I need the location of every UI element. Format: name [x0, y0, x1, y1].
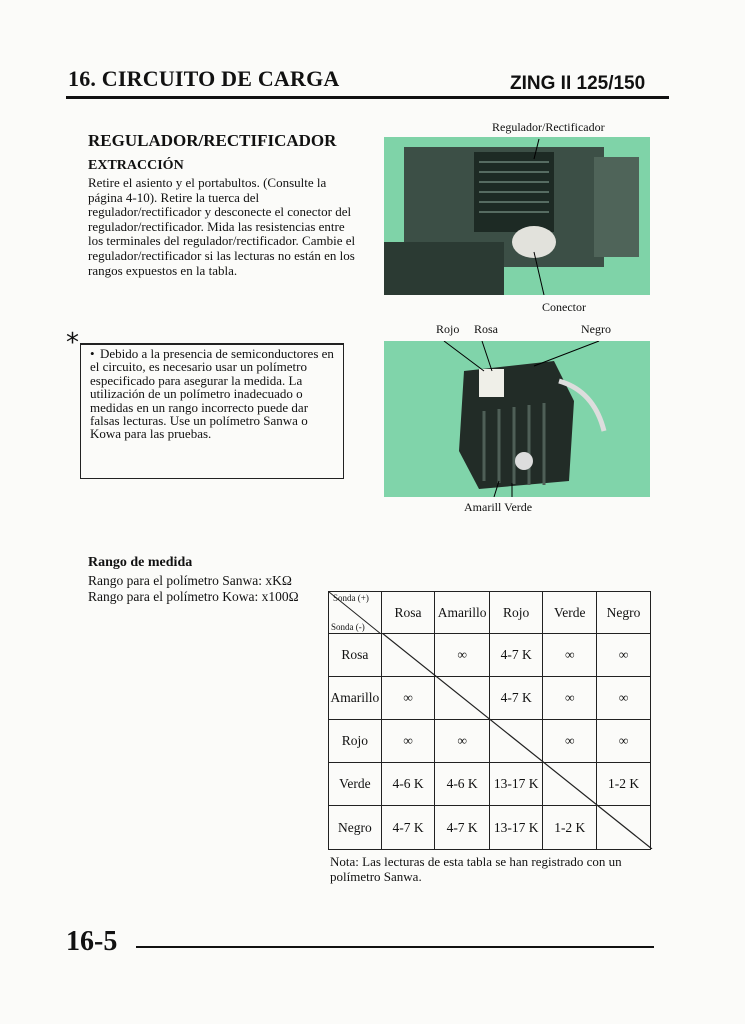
range-kowa: Rango para el polímetro Kowa: x100Ω	[88, 588, 299, 604]
table-cell: 1-2 K	[543, 806, 597, 850]
column-header: Verde	[543, 592, 597, 634]
table-cell: 4-7 K	[381, 806, 434, 850]
row-header: Negro	[329, 806, 382, 850]
photo1-label-conector: Conector	[542, 300, 586, 314]
table-cell: 1-2 K	[597, 763, 651, 806]
table-cell: 4-7 K	[435, 806, 490, 850]
table-corner-cell	[329, 592, 382, 634]
probe-positive-label: Sonda (+)	[333, 593, 369, 603]
table-cell: 4-7 K	[489, 677, 542, 720]
regulator-photo-illustration	[384, 137, 650, 295]
bullet-icon: •	[90, 346, 95, 361]
section-subtitle: EXTRACCIÓN	[88, 158, 184, 173]
model-name: ZING II 125/150	[510, 73, 646, 94]
column-header: Rojo	[489, 592, 542, 634]
table-cell: ∞	[543, 634, 597, 677]
photo2-label-rosa: Rosa	[474, 322, 498, 336]
table-note: Nota: Las lecturas de esta tabla se han registrado con un polímetro Sanwa.	[330, 854, 622, 884]
table-cell: 4-6 K	[381, 763, 434, 806]
table-cell: 4-7 K	[489, 634, 542, 677]
table-cell: ∞	[381, 677, 434, 720]
regulator-photo	[384, 137, 650, 295]
table-cell: ∞	[381, 720, 434, 763]
table-diagonal-line	[382, 633, 653, 849]
row-header: Amarillo	[329, 677, 382, 720]
photo1-label-regulador: Regulador/Rectificador	[492, 120, 605, 134]
column-header: Rosa	[381, 592, 434, 634]
page-header-title: 16. CIRCUITO DE CARGA	[68, 66, 340, 91]
note-text: Debido a la presencia de semiconductores en el circuito, es necesario usar un polímetro especificado para asegurar la medida. La utilización de un polímetro inadecuado o medidas en un rango incorrecto puede dar falsas lecturas. Use un polímetro Sanwa o Kowa para las pruebas.	[90, 346, 334, 442]
table-cell: 13-17 K	[489, 763, 542, 806]
connector-photo	[384, 341, 650, 497]
photo2-label-rojo: Rojo	[436, 322, 460, 336]
probe-negative-label: Sonda (-)	[331, 622, 365, 632]
range-text	[88, 573, 318, 604]
page-number: 16-5	[66, 926, 118, 957]
table-cell: ∞	[435, 720, 490, 763]
range-title: Rango de medida	[88, 555, 193, 570]
table-cell: ∞	[597, 634, 651, 677]
row-header: Rosa	[329, 634, 382, 677]
section-body: Retire el asiento y el portabultos. (Consulte la página 4-10). Retire la tuerca del regulador/rectificador y desconecte el conector del regulador/rectificador. Mida las resistencias entre los terminales del regulador/rectificador. Cambie el regulador/rectificador si las lecturas no están en los rangos expuestos en la tabla.	[88, 175, 356, 278]
note-text-block	[90, 347, 340, 441]
table-cell: ∞	[597, 720, 651, 763]
table-cell: ∞	[543, 720, 597, 763]
column-header: Amarillo	[435, 592, 490, 634]
note-asterisk: *	[66, 328, 79, 358]
row-header: Rojo	[329, 720, 382, 763]
table-cell: 4-6 K	[435, 763, 490, 806]
range-sanwa: Rango para el polímetro Sanwa: xKΩ	[88, 573, 292, 588]
footer-rule	[136, 946, 654, 948]
table-cell: ∞	[543, 677, 597, 720]
table-cell: ∞	[597, 677, 651, 720]
connector-photo-illustration	[384, 341, 650, 497]
column-header: Negro	[597, 592, 651, 634]
photo2-label-negro: Negro	[581, 322, 611, 336]
table-cell: 13-17 K	[489, 806, 542, 850]
row-header: Verde	[329, 763, 382, 806]
header-rule	[66, 96, 669, 99]
photo2-label-amarillo-verde: Amarill Verde	[464, 500, 533, 514]
table-cell: ∞	[435, 634, 490, 677]
section-title: REGULADOR/RECTIFICADOR	[88, 131, 337, 150]
